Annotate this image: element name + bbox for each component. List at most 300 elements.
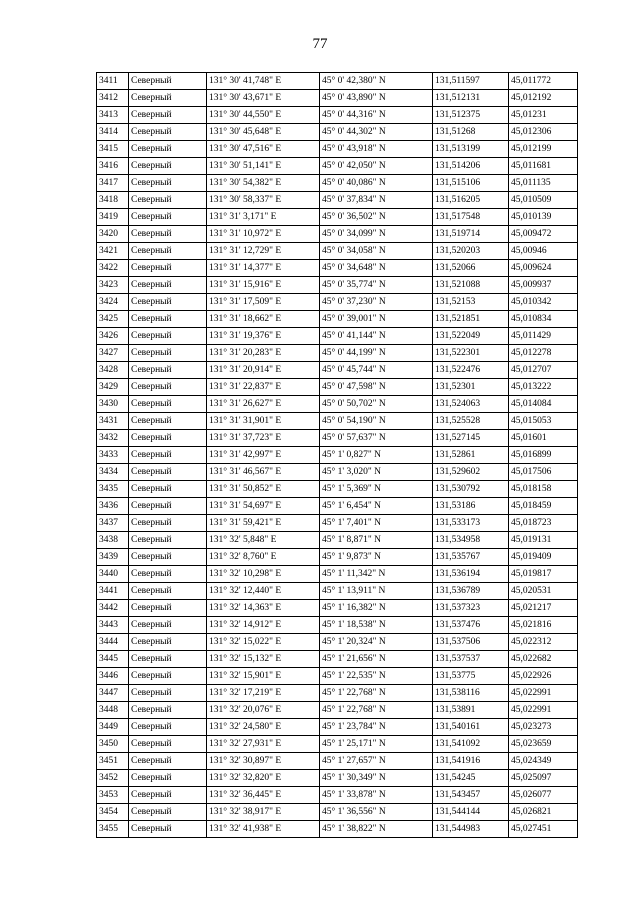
longitude-dms-cell: 131° 32' 36,445" E	[207, 787, 320, 804]
latitude-dms-cell: 45° 0' 43,918" N	[320, 141, 433, 158]
table-row	[97, 413, 578, 430]
side-cell: Северный	[129, 549, 207, 566]
longitude-dms-cell: 131° 31' 22,837" E	[207, 379, 320, 396]
longitude-decimal-cell: 131,525528	[433, 413, 509, 430]
longitude-decimal-cell: 131,533173	[433, 515, 509, 532]
table-row	[97, 685, 578, 702]
side-cell: Северный	[129, 736, 207, 753]
side-cell: Северный	[129, 90, 207, 107]
table-row	[97, 532, 578, 549]
latitude-decimal-cell: 45,009472	[509, 226, 578, 243]
point-number-cell: 3432	[97, 430, 129, 447]
latitude-decimal-cell: 45,021816	[509, 617, 578, 634]
side-cell: Северный	[129, 600, 207, 617]
point-number-cell: 3411	[97, 73, 129, 90]
table-row	[97, 498, 578, 515]
longitude-dms-cell: 131° 32' 15,132" E	[207, 651, 320, 668]
longitude-dms-cell: 131° 32' 15,901" E	[207, 668, 320, 685]
side-cell: Северный	[129, 379, 207, 396]
side-cell: Северный	[129, 396, 207, 413]
longitude-dms-cell: 131° 31' 59,421" E	[207, 515, 320, 532]
point-number-cell: 3415	[97, 141, 129, 158]
latitude-dms-cell: 45° 0' 35,774" N	[320, 277, 433, 294]
side-cell: Северный	[129, 566, 207, 583]
table-row	[97, 566, 578, 583]
point-number-cell: 3416	[97, 158, 129, 175]
side-cell: Северный	[129, 277, 207, 294]
longitude-decimal-cell: 131,52066	[433, 260, 509, 277]
point-number-cell: 3431	[97, 413, 129, 430]
point-number-cell: 3426	[97, 328, 129, 345]
latitude-dms-cell: 45° 1' 11,342" N	[320, 566, 433, 583]
longitude-dms-cell: 131° 30' 43,671" E	[207, 90, 320, 107]
latitude-decimal-cell: 45,027451	[509, 821, 578, 838]
point-number-cell: 3436	[97, 498, 129, 515]
side-cell: Северный	[129, 209, 207, 226]
side-cell: Северный	[129, 362, 207, 379]
latitude-decimal-cell: 45,010834	[509, 311, 578, 328]
latitude-dms-cell: 45° 0' 37,834" N	[320, 192, 433, 209]
longitude-decimal-cell: 131,516205	[433, 192, 509, 209]
table-row	[97, 175, 578, 192]
latitude-dms-cell: 45° 0' 57,637" N	[320, 430, 433, 447]
point-number-cell: 3423	[97, 277, 129, 294]
latitude-decimal-cell: 45,023273	[509, 719, 578, 736]
latitude-decimal-cell: 45,01601	[509, 430, 578, 447]
table-row	[97, 549, 578, 566]
point-number-cell: 3444	[97, 634, 129, 651]
table-row	[97, 73, 578, 90]
table-row	[97, 736, 578, 753]
latitude-dms-cell: 45° 1' 27,657" N	[320, 753, 433, 770]
longitude-dms-cell: 131° 30' 41,748" E	[207, 73, 320, 90]
coordinates-table-body	[97, 73, 578, 838]
longitude-dms-cell: 131° 30' 47,516" E	[207, 141, 320, 158]
table-row	[97, 362, 578, 379]
longitude-dms-cell: 131° 32' 20,076" E	[207, 702, 320, 719]
coordinates-table	[96, 72, 578, 838]
point-number-cell: 3449	[97, 719, 129, 736]
latitude-dms-cell: 45° 0' 44,316" N	[320, 107, 433, 124]
table-row	[97, 209, 578, 226]
longitude-dms-cell: 131° 31' 19,376" E	[207, 328, 320, 345]
table-row	[97, 243, 578, 260]
side-cell: Северный	[129, 804, 207, 821]
latitude-decimal-cell: 45,012278	[509, 345, 578, 362]
table-row	[97, 753, 578, 770]
latitude-dms-cell: 45° 0' 37,230" N	[320, 294, 433, 311]
longitude-dms-cell: 131° 32' 14,363" E	[207, 600, 320, 617]
longitude-dms-cell: 131° 30' 45,648" E	[207, 124, 320, 141]
latitude-decimal-cell: 45,01231	[509, 107, 578, 124]
longitude-dms-cell: 131° 31' 50,852" E	[207, 481, 320, 498]
longitude-decimal-cell: 131,52301	[433, 379, 509, 396]
point-number-cell: 3412	[97, 90, 129, 107]
longitude-dms-cell: 131° 32' 41,938" E	[207, 821, 320, 838]
latitude-decimal-cell: 45,00946	[509, 243, 578, 260]
longitude-dms-cell: 131° 32' 32,820" E	[207, 770, 320, 787]
latitude-decimal-cell: 45,019409	[509, 549, 578, 566]
longitude-decimal-cell: 131,535767	[433, 549, 509, 566]
latitude-decimal-cell: 45,020531	[509, 583, 578, 600]
longitude-decimal-cell: 131,544983	[433, 821, 509, 838]
point-number-cell: 3439	[97, 549, 129, 566]
latitude-decimal-cell: 45,010139	[509, 209, 578, 226]
table-row	[97, 124, 578, 141]
side-cell: Северный	[129, 719, 207, 736]
point-number-cell: 3437	[97, 515, 129, 532]
point-number-cell: 3446	[97, 668, 129, 685]
longitude-dms-cell: 131° 32' 24,580" E	[207, 719, 320, 736]
latitude-dms-cell: 45° 1' 38,822" N	[320, 821, 433, 838]
longitude-decimal-cell: 131,524063	[433, 396, 509, 413]
point-number-cell: 3435	[97, 481, 129, 498]
latitude-decimal-cell: 45,013222	[509, 379, 578, 396]
side-cell: Северный	[129, 532, 207, 549]
longitude-dms-cell: 131° 32' 12,440" E	[207, 583, 320, 600]
latitude-dms-cell: 45° 1' 23,784" N	[320, 719, 433, 736]
point-number-cell: 3441	[97, 583, 129, 600]
side-cell: Северный	[129, 498, 207, 515]
table-row	[97, 821, 578, 838]
point-number-cell: 3451	[97, 753, 129, 770]
longitude-dms-cell: 131° 31' 12,729" E	[207, 243, 320, 260]
latitude-dms-cell: 45° 0' 40,086" N	[320, 175, 433, 192]
latitude-dms-cell: 45° 1' 22,535" N	[320, 668, 433, 685]
table-row	[97, 311, 578, 328]
point-number-cell: 3417	[97, 175, 129, 192]
latitude-decimal-cell: 45,022926	[509, 668, 578, 685]
table-row	[97, 668, 578, 685]
table-row	[97, 107, 578, 124]
latitude-decimal-cell: 45,018459	[509, 498, 578, 515]
latitude-decimal-cell: 45,022991	[509, 685, 578, 702]
side-cell: Северный	[129, 73, 207, 90]
longitude-dms-cell: 131° 31' 18,662" E	[207, 311, 320, 328]
table-row	[97, 328, 578, 345]
latitude-dms-cell: 45° 1' 6,454" N	[320, 498, 433, 515]
longitude-decimal-cell: 131,519714	[433, 226, 509, 243]
table-row	[97, 141, 578, 158]
longitude-dms-cell: 131° 32' 15,022" E	[207, 634, 320, 651]
latitude-decimal-cell: 45,024349	[509, 753, 578, 770]
table-row	[97, 719, 578, 736]
side-cell: Северный	[129, 583, 207, 600]
longitude-decimal-cell: 131,522301	[433, 345, 509, 362]
latitude-decimal-cell: 45,023659	[509, 736, 578, 753]
longitude-dms-cell: 131° 31' 54,697" E	[207, 498, 320, 515]
latitude-decimal-cell: 45,026821	[509, 804, 578, 821]
table-row	[97, 277, 578, 294]
latitude-dms-cell: 45° 1' 0,827" N	[320, 447, 433, 464]
side-cell: Северный	[129, 141, 207, 158]
side-cell: Северный	[129, 243, 207, 260]
longitude-decimal-cell: 131,54245	[433, 770, 509, 787]
table-row	[97, 226, 578, 243]
point-number-cell: 3434	[97, 464, 129, 481]
latitude-decimal-cell: 45,022991	[509, 702, 578, 719]
table-row	[97, 90, 578, 107]
side-cell: Северный	[129, 226, 207, 243]
point-number-cell: 3425	[97, 311, 129, 328]
latitude-dms-cell: 45° 0' 34,099" N	[320, 226, 433, 243]
point-number-cell: 3452	[97, 770, 129, 787]
longitude-decimal-cell: 131,52861	[433, 447, 509, 464]
point-number-cell: 3455	[97, 821, 129, 838]
longitude-decimal-cell: 131,534958	[433, 532, 509, 549]
latitude-decimal-cell: 45,018158	[509, 481, 578, 498]
longitude-decimal-cell: 131,512131	[433, 90, 509, 107]
latitude-dms-cell: 45° 1' 8,871" N	[320, 532, 433, 549]
side-cell: Северный	[129, 787, 207, 804]
side-cell: Северный	[129, 753, 207, 770]
table-row	[97, 294, 578, 311]
side-cell: Северный	[129, 634, 207, 651]
point-number-cell: 3453	[97, 787, 129, 804]
latitude-decimal-cell: 45,018723	[509, 515, 578, 532]
latitude-dms-cell: 45° 1' 21,656" N	[320, 651, 433, 668]
longitude-decimal-cell: 131,521851	[433, 311, 509, 328]
longitude-decimal-cell: 131,517548	[433, 209, 509, 226]
side-cell: Северный	[129, 617, 207, 634]
longitude-decimal-cell: 131,514206	[433, 158, 509, 175]
point-number-cell: 3414	[97, 124, 129, 141]
longitude-dms-cell: 131° 32' 30,897" E	[207, 753, 320, 770]
point-number-cell: 3454	[97, 804, 129, 821]
latitude-decimal-cell: 45,012199	[509, 141, 578, 158]
latitude-dms-cell: 45° 1' 13,911" N	[320, 583, 433, 600]
side-cell: Северный	[129, 821, 207, 838]
longitude-decimal-cell: 131,515106	[433, 175, 509, 192]
latitude-dms-cell: 45° 0' 39,001" N	[320, 311, 433, 328]
longitude-decimal-cell: 131,529602	[433, 464, 509, 481]
latitude-dms-cell: 45° 0' 45,744" N	[320, 362, 433, 379]
latitude-decimal-cell: 45,014084	[509, 396, 578, 413]
side-cell: Северный	[129, 260, 207, 277]
latitude-dms-cell: 45° 1' 20,324" N	[320, 634, 433, 651]
point-number-cell: 3438	[97, 532, 129, 549]
longitude-decimal-cell: 131,53775	[433, 668, 509, 685]
longitude-decimal-cell: 131,511597	[433, 73, 509, 90]
point-number-cell: 3445	[97, 651, 129, 668]
longitude-decimal-cell: 131,521088	[433, 277, 509, 294]
latitude-decimal-cell: 45,015053	[509, 413, 578, 430]
longitude-decimal-cell: 131,541092	[433, 736, 509, 753]
longitude-decimal-cell: 131,536789	[433, 583, 509, 600]
point-number-cell: 3429	[97, 379, 129, 396]
latitude-decimal-cell: 45,012707	[509, 362, 578, 379]
longitude-decimal-cell: 131,520203	[433, 243, 509, 260]
latitude-decimal-cell: 45,019817	[509, 566, 578, 583]
latitude-dms-cell: 45° 1' 25,171" N	[320, 736, 433, 753]
side-cell: Северный	[129, 668, 207, 685]
latitude-decimal-cell: 45,012192	[509, 90, 578, 107]
latitude-decimal-cell: 45,022312	[509, 634, 578, 651]
latitude-dms-cell: 45° 1' 5,369" N	[320, 481, 433, 498]
longitude-dms-cell: 131° 31' 37,723" E	[207, 430, 320, 447]
latitude-dms-cell: 45° 0' 47,598" N	[320, 379, 433, 396]
point-number-cell: 3448	[97, 702, 129, 719]
side-cell: Северный	[129, 345, 207, 362]
longitude-dms-cell: 131° 30' 51,141" E	[207, 158, 320, 175]
point-number-cell: 3420	[97, 226, 129, 243]
longitude-dms-cell: 131° 32' 5,848" E	[207, 532, 320, 549]
longitude-decimal-cell: 131,541916	[433, 753, 509, 770]
longitude-dms-cell: 131° 32' 10,298" E	[207, 566, 320, 583]
latitude-dms-cell: 45° 0' 50,702" N	[320, 396, 433, 413]
longitude-decimal-cell: 131,522476	[433, 362, 509, 379]
table-row	[97, 651, 578, 668]
latitude-decimal-cell: 45,017506	[509, 464, 578, 481]
table-row	[97, 379, 578, 396]
longitude-decimal-cell: 131,536194	[433, 566, 509, 583]
side-cell: Северный	[129, 685, 207, 702]
longitude-decimal-cell: 131,513199	[433, 141, 509, 158]
point-number-cell: 3440	[97, 566, 129, 583]
table-row	[97, 396, 578, 413]
longitude-decimal-cell: 131,530792	[433, 481, 509, 498]
table-row	[97, 617, 578, 634]
longitude-dms-cell: 131° 31' 26,627" E	[207, 396, 320, 413]
longitude-dms-cell: 131° 30' 54,382" E	[207, 175, 320, 192]
latitude-decimal-cell: 45,010342	[509, 294, 578, 311]
latitude-decimal-cell: 45,011772	[509, 73, 578, 90]
side-cell: Северный	[129, 447, 207, 464]
longitude-decimal-cell: 131,51268	[433, 124, 509, 141]
latitude-dms-cell: 45° 0' 36,502" N	[320, 209, 433, 226]
longitude-decimal-cell: 131,52153	[433, 294, 509, 311]
table-row	[97, 770, 578, 787]
longitude-dms-cell: 131° 31' 17,509" E	[207, 294, 320, 311]
latitude-dms-cell: 45° 0' 44,199" N	[320, 345, 433, 362]
side-cell: Северный	[129, 175, 207, 192]
point-number-cell: 3413	[97, 107, 129, 124]
longitude-decimal-cell: 131,527145	[433, 430, 509, 447]
latitude-decimal-cell: 45,012306	[509, 124, 578, 141]
table-row	[97, 260, 578, 277]
latitude-decimal-cell: 45,010509	[509, 192, 578, 209]
table-row	[97, 600, 578, 617]
longitude-decimal-cell: 131,522049	[433, 328, 509, 345]
point-number-cell: 3424	[97, 294, 129, 311]
latitude-dms-cell: 45° 1' 30,349" N	[320, 770, 433, 787]
longitude-decimal-cell: 131,53891	[433, 702, 509, 719]
side-cell: Северный	[129, 328, 207, 345]
longitude-dms-cell: 131° 31' 31,901" E	[207, 413, 320, 430]
side-cell: Северный	[129, 107, 207, 124]
point-number-cell: 3428	[97, 362, 129, 379]
side-cell: Северный	[129, 413, 207, 430]
longitude-dms-cell: 131° 32' 27,931" E	[207, 736, 320, 753]
side-cell: Северный	[129, 124, 207, 141]
page-number: 77	[312, 36, 328, 52]
point-number-cell: 3422	[97, 260, 129, 277]
point-number-cell: 3421	[97, 243, 129, 260]
longitude-decimal-cell: 131,537323	[433, 600, 509, 617]
latitude-decimal-cell: 45,009624	[509, 260, 578, 277]
latitude-decimal-cell: 45,026077	[509, 787, 578, 804]
longitude-decimal-cell: 131,540161	[433, 719, 509, 736]
latitude-decimal-cell: 45,011681	[509, 158, 578, 175]
latitude-decimal-cell: 45,021217	[509, 600, 578, 617]
longitude-dms-cell: 131° 32' 17,219" E	[207, 685, 320, 702]
latitude-dms-cell: 45° 0' 54,190" N	[320, 413, 433, 430]
longitude-decimal-cell: 131,538116	[433, 685, 509, 702]
latitude-dms-cell: 45° 0' 42,380" N	[320, 73, 433, 90]
longitude-dms-cell: 131° 32' 8,760" E	[207, 549, 320, 566]
longitude-dms-cell: 131° 31' 3,171" E	[207, 209, 320, 226]
table-row	[97, 515, 578, 532]
table-row	[97, 634, 578, 651]
longitude-dms-cell: 131° 31' 46,567" E	[207, 464, 320, 481]
longitude-dms-cell: 131° 31' 42,997" E	[207, 447, 320, 464]
latitude-dms-cell: 45° 0' 34,648" N	[320, 260, 433, 277]
latitude-decimal-cell: 45,019131	[509, 532, 578, 549]
point-number-cell: 3419	[97, 209, 129, 226]
longitude-decimal-cell: 131,512375	[433, 107, 509, 124]
table-row	[97, 787, 578, 804]
latitude-dms-cell: 45° 1' 36,556" N	[320, 804, 433, 821]
table-row	[97, 481, 578, 498]
latitude-dms-cell: 45° 0' 42,050" N	[320, 158, 433, 175]
latitude-dms-cell: 45° 1' 9,873" N	[320, 549, 433, 566]
table-row	[97, 702, 578, 719]
side-cell: Северный	[129, 770, 207, 787]
latitude-dms-cell: 45° 0' 41,144" N	[320, 328, 433, 345]
side-cell: Северный	[129, 515, 207, 532]
side-cell: Северный	[129, 651, 207, 668]
side-cell: Северный	[129, 430, 207, 447]
point-number-cell: 3442	[97, 600, 129, 617]
longitude-dms-cell: 131° 32' 38,917" E	[207, 804, 320, 821]
latitude-decimal-cell: 45,009937	[509, 277, 578, 294]
latitude-dms-cell: 45° 1' 33,878" N	[320, 787, 433, 804]
table-row	[97, 804, 578, 821]
point-number-cell: 3430	[97, 396, 129, 413]
longitude-dms-cell: 131° 30' 58,337" E	[207, 192, 320, 209]
latitude-decimal-cell: 45,011429	[509, 328, 578, 345]
latitude-dms-cell: 45° 1' 22,768" N	[320, 702, 433, 719]
longitude-dms-cell: 131° 31' 20,283" E	[207, 345, 320, 362]
point-number-cell: 3433	[97, 447, 129, 464]
latitude-dms-cell: 45° 1' 7,401" N	[320, 515, 433, 532]
latitude-dms-cell: 45° 0' 34,058" N	[320, 243, 433, 260]
point-number-cell: 3418	[97, 192, 129, 209]
table-row	[97, 345, 578, 362]
point-number-cell: 3443	[97, 617, 129, 634]
side-cell: Северный	[129, 311, 207, 328]
longitude-dms-cell: 131° 31' 10,972" E	[207, 226, 320, 243]
latitude-decimal-cell: 45,025097	[509, 770, 578, 787]
longitude-decimal-cell: 131,53186	[433, 498, 509, 515]
side-cell: Северный	[129, 192, 207, 209]
latitude-decimal-cell: 45,016899	[509, 447, 578, 464]
longitude-dms-cell: 131° 32' 14,912" E	[207, 617, 320, 634]
longitude-decimal-cell: 131,537537	[433, 651, 509, 668]
latitude-decimal-cell: 45,022682	[509, 651, 578, 668]
latitude-dms-cell: 45° 1' 22,768" N	[320, 685, 433, 702]
table-row	[97, 430, 578, 447]
table-row	[97, 158, 578, 175]
side-cell: Северный	[129, 158, 207, 175]
point-number-cell: 3447	[97, 685, 129, 702]
latitude-dms-cell: 45° 1' 18,538" N	[320, 617, 433, 634]
latitude-dms-cell: 45° 1' 3,020" N	[320, 464, 433, 481]
longitude-decimal-cell: 131,537506	[433, 634, 509, 651]
longitude-dms-cell: 131° 31' 15,916" E	[207, 277, 320, 294]
table-row	[97, 583, 578, 600]
latitude-decimal-cell: 45,011135	[509, 175, 578, 192]
